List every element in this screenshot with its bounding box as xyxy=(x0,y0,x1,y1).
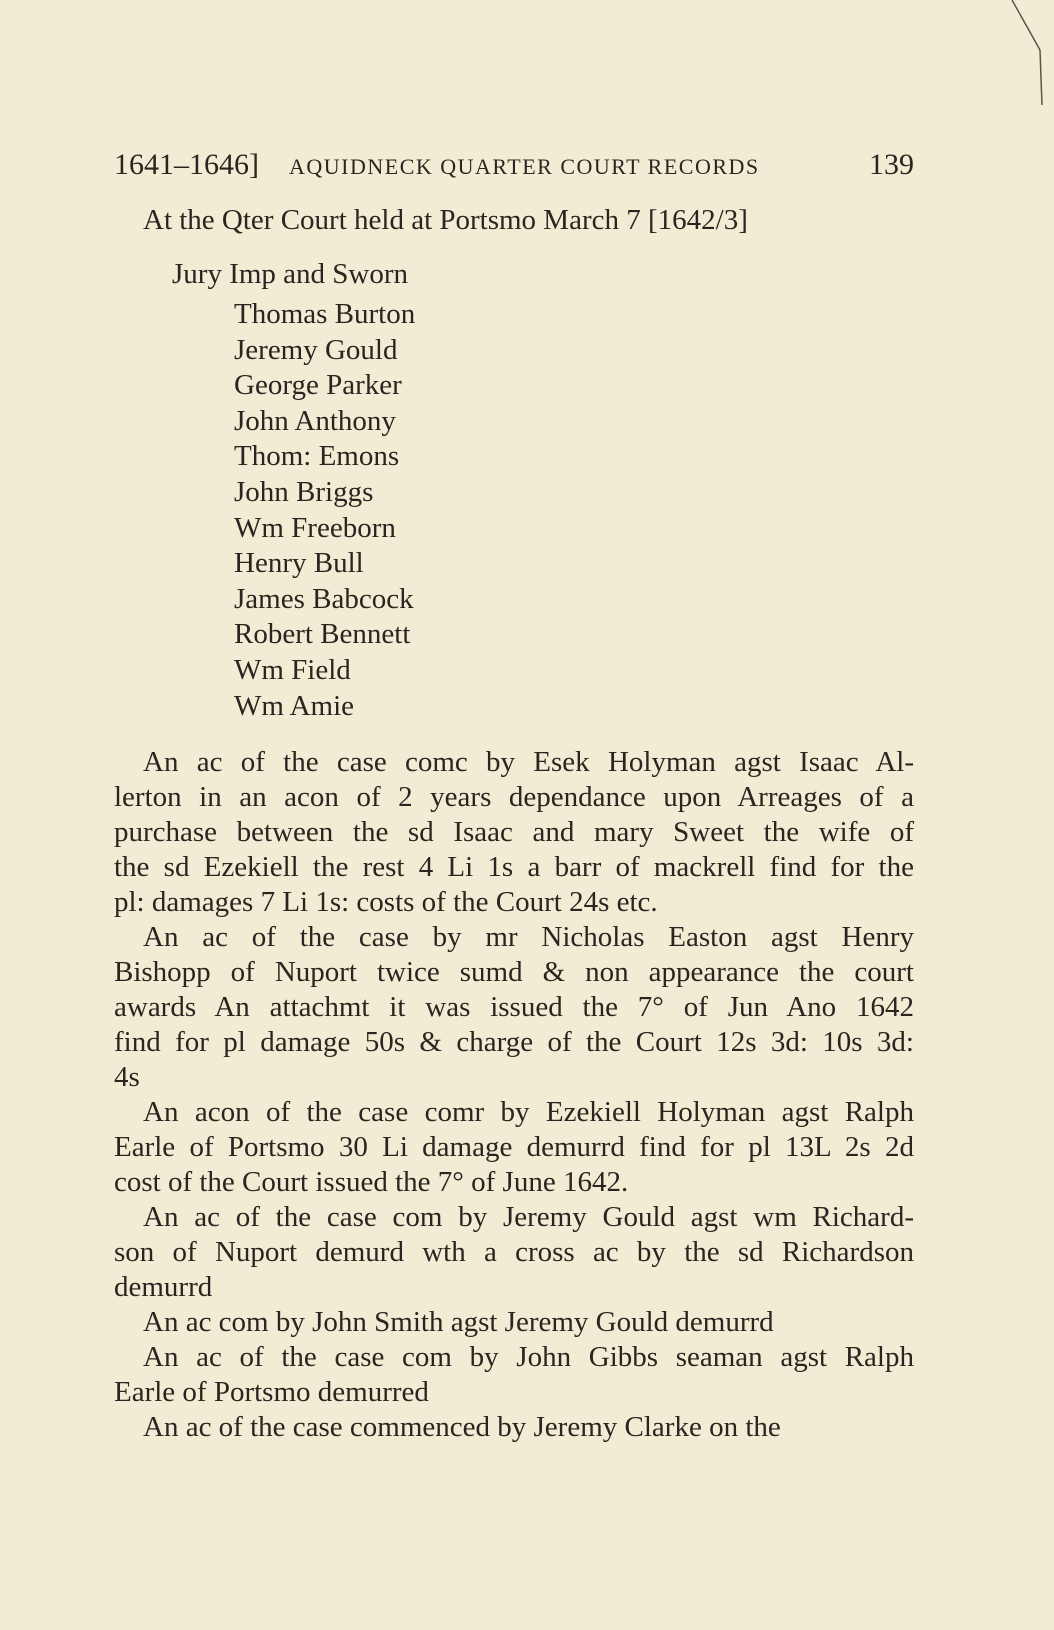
case-entry xyxy=(114,1200,914,1305)
juror-list xyxy=(234,297,415,724)
juror-name: James Babcock xyxy=(234,582,414,615)
case-entry xyxy=(114,1305,914,1340)
case-entry xyxy=(114,920,914,1095)
case-entry xyxy=(114,1340,914,1410)
entry-line: An ac of the case commenced by Jeremy Clarke on the xyxy=(143,1411,781,1443)
entry-line: awards An attachmt it was issued the 7° of Jun Ano 1642 xyxy=(114,991,914,1023)
case-entry xyxy=(114,1410,914,1445)
juror-name: Wm Field xyxy=(234,653,351,686)
entry-line: An ac of the case by mr Nicholas Easton agst Henry xyxy=(143,921,914,953)
juror-name: Thomas Burton xyxy=(234,298,416,330)
entry-line: An acon of the case comr by Ezekiell Holyman agst Ralph xyxy=(143,1096,914,1128)
entry-line: Bishopp of Nuport twice sumd & non appearance the court xyxy=(114,956,914,988)
juror-name: John Briggs xyxy=(234,475,374,508)
entry-line: Earle of Portsmo demurred xyxy=(114,1376,429,1408)
juror-name: Henry Bull xyxy=(234,547,364,580)
entry-line: the sd Ezekiell the rest 4 Li 1s a barr of mackrell find for the xyxy=(114,851,914,883)
juror-name: Jeremy Gould xyxy=(234,333,398,366)
entry-line: pl: damages 7 Li 1s: costs of the Court 24s etc. xyxy=(114,886,658,918)
court-session-heading: At the Qter Court held at Portsmo March 7 [1642/3] xyxy=(143,204,748,236)
case-entry xyxy=(114,1095,914,1200)
jury-title: Jury Imp and Sworn xyxy=(172,258,409,290)
entry-line: cost of the Court issued the 7° of June 1642. xyxy=(114,1166,629,1198)
case-entries xyxy=(114,745,914,1445)
entry-line: demurrd xyxy=(114,1271,213,1303)
entry-line: purchase between the sd Isaac and mary Sweet the wife of xyxy=(114,816,914,848)
juror-name: John Anthony xyxy=(234,404,396,437)
entry-line: son of Nuport demurd wth a cross ac by the sd Richardson xyxy=(114,1236,914,1268)
header-date-range: 1641–1646] xyxy=(114,148,259,181)
juror-name: George Parker xyxy=(234,369,402,402)
entry-line: An ac of the case com by Jeremy Gould agst wm Richard- xyxy=(143,1201,914,1233)
entry-line: An ac of the case comc by Esek Holyman agst Isaac Al- xyxy=(143,746,914,778)
entry-line: An ac of the case com by John Gibbs seaman agst Ralph xyxy=(143,1341,914,1373)
entry-line: find for pl damage 50s & charge of the Court 12s 3d: 10s 3d: xyxy=(114,1026,914,1058)
header-title: AQUIDNECK QUARTER COURT RECORDS xyxy=(289,154,760,179)
entry-line: Earle of Portsmo 30 Li damage demurrd find for pl 13L 2s 2d xyxy=(114,1131,914,1163)
case-entry xyxy=(114,745,914,920)
juror-name: Wm Amie xyxy=(234,689,355,722)
running-header xyxy=(114,148,914,188)
entry-line: lerton in an acon of 2 years dependance upon Arreages of a xyxy=(114,781,914,813)
entry-line: 4s xyxy=(114,1061,140,1093)
juror-name: Thom: Emons xyxy=(234,440,400,473)
juror-name: Robert Bennett xyxy=(234,618,411,651)
page-edge-mark xyxy=(1006,0,1046,110)
juror-name: Wm Freeborn xyxy=(234,511,396,544)
entry-line: An ac com by John Smith agst Jeremy Gould demurrd xyxy=(143,1306,774,1338)
page-number: 139 xyxy=(869,148,914,181)
